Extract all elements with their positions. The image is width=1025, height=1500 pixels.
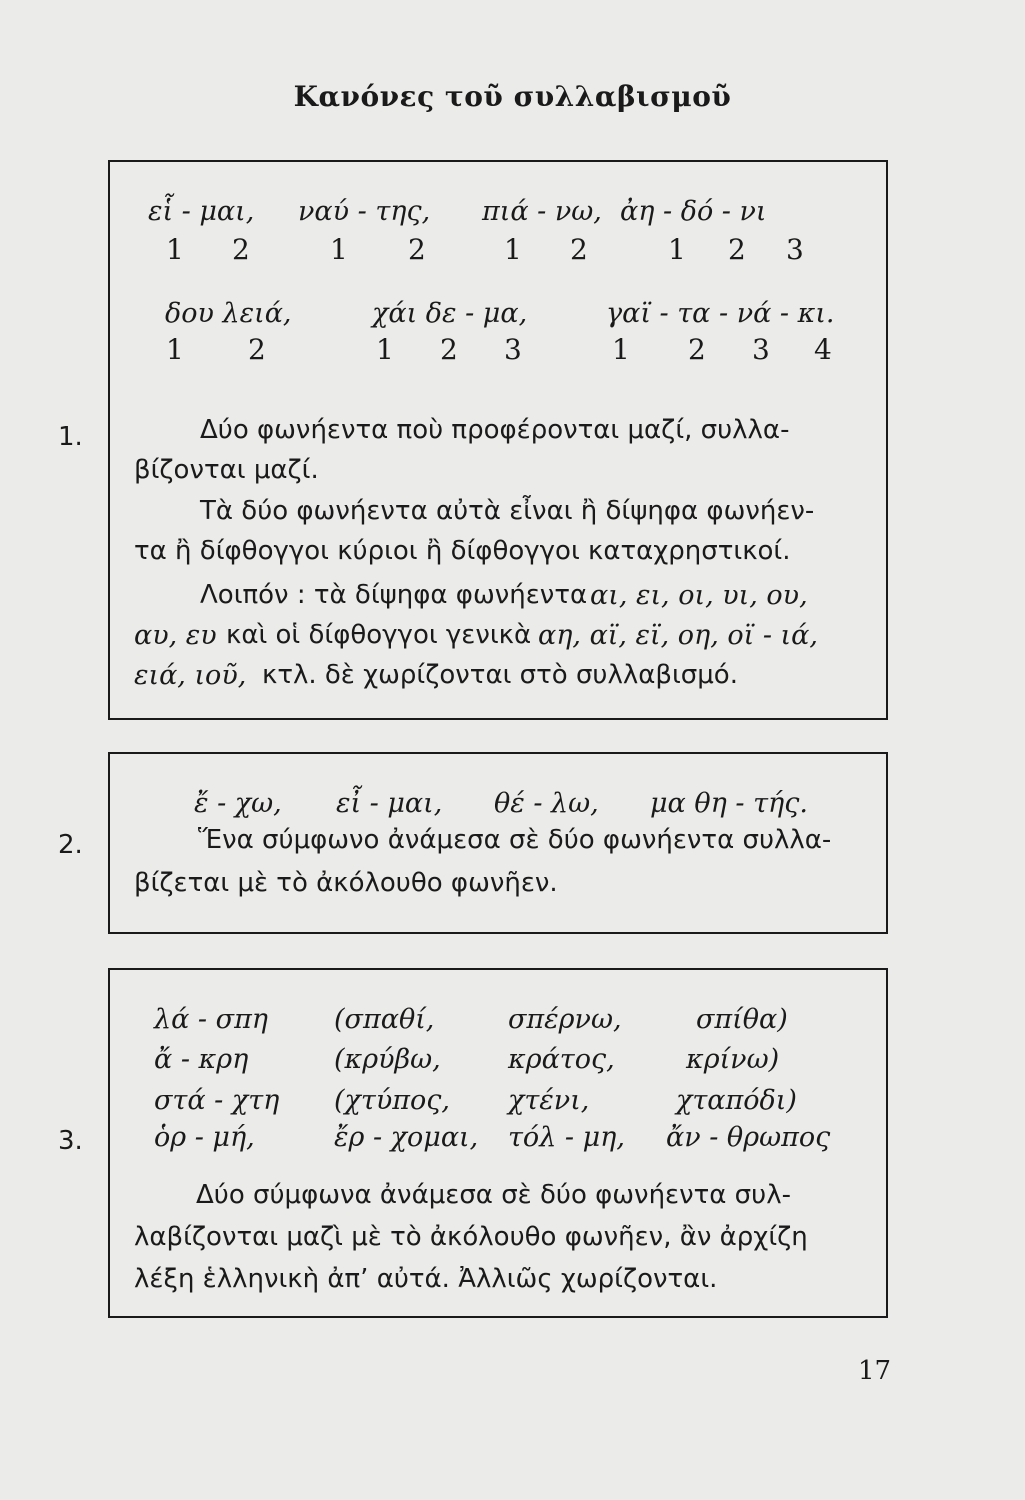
rule-text: λέξη ἑλληνικὴ ἀπ’ αὐτά. Ἀλλιῶς χωρίζονται. (134, 1264, 718, 1294)
example-word: χταπόδι) (676, 1085, 797, 1116)
syllable-number: 1 (166, 233, 184, 266)
syllable-number: 2 (688, 333, 706, 366)
rule-text: Δύο φωνήεντα ποὺ προφέρονται μαζί, συλλα- (200, 415, 790, 445)
example-word: τόλ - μη, (508, 1122, 625, 1153)
syllable-number: 1 (330, 233, 348, 266)
example-word: ἔρ - χομαι, (334, 1122, 479, 1153)
syllable-number: 3 (504, 333, 522, 366)
page-title: Κανόνες τοῦ συλλαβισμοῦ (293, 80, 732, 113)
example-word: πιά - νω, (482, 196, 602, 227)
example-word: σπέρνω, (508, 1004, 622, 1035)
example-word: μα θη - τής. (650, 788, 808, 819)
example-word: (χτύπος, (334, 1085, 450, 1116)
example-word: ἔ - χω, (194, 788, 282, 819)
example-word: (σπαθί, (334, 1004, 435, 1035)
syllable-number: 3 (786, 233, 804, 266)
section-number: 3. (58, 1126, 83, 1156)
rule-text: λαβίζονται μαζὶ μὲ τὸ ἀκόλουθο φωνῆεν, ἂν ἀρχίζη (134, 1222, 808, 1252)
rule-text: Ἕνα σύμφωνο ἀνάμεσα σὲ δύο φωνήεντα συλλα- (198, 825, 832, 855)
syllable-number: 3 (752, 333, 770, 366)
example-word: ἄν - θρωπος (666, 1122, 831, 1153)
rule-text: καὶ οἱ δίφθογγοι γενικὰ (226, 620, 532, 650)
example-word: εἷ - μαι, (148, 196, 255, 227)
example-word: δου λειά, (165, 298, 292, 329)
example-word: λά - σπη (154, 1004, 268, 1035)
example-word: κρίνω) (686, 1044, 780, 1075)
syllable-number: 2 (440, 333, 458, 366)
example-word: χτένι, (508, 1085, 590, 1116)
rule-text-italic: αι, ει, οι, υι, ου, (590, 580, 808, 611)
rule-text: Λοιπόν : τὰ δίψηφα φωνήεντα (200, 580, 588, 610)
syllable-number: 1 (668, 233, 686, 266)
rule-text-italic: αη, αϊ, εϊ, οη, οϊ - ιά, (538, 620, 818, 651)
rule-text: κτλ. δὲ χωρίζονται στὸ συλλαβισμό. (262, 660, 738, 690)
syllable-number: 2 (232, 233, 250, 266)
syllable-number: 2 (248, 333, 266, 366)
example-word: ὁρ - μή, (154, 1122, 255, 1153)
section-number: 2. (58, 830, 83, 860)
syllable-number: 1 (504, 233, 522, 266)
rule-text-italic: αυ, ευ (134, 620, 217, 651)
syllable-number: 1 (166, 333, 184, 366)
example-word: ἀη - δό - νι (620, 196, 767, 227)
example-word: σπίθα) (696, 1004, 788, 1035)
rule-text: βίζονται μαζί. (134, 455, 319, 485)
example-word: θέ - λω, (494, 788, 599, 819)
section-number: 1. (58, 422, 83, 452)
example-word: εἶ - μαι, (336, 788, 443, 819)
rule-text-italic: ειά, ιοῦ, (134, 660, 247, 691)
example-word: χάι δε - μα, (372, 298, 528, 329)
rule-text: Δύο σύμφωνα ἀνάμεσα σὲ δύο φωνήεντα συλ- (196, 1180, 791, 1210)
syllable-number: 2 (570, 233, 588, 266)
page-number: 17 (858, 1356, 892, 1386)
syllable-number: 1 (612, 333, 630, 366)
syllable-number: 1 (376, 333, 394, 366)
example-word: στά - χτη (154, 1085, 280, 1116)
rule-text: βίζεται μὲ τὸ ἀκόλουθο φωνῆεν. (134, 868, 558, 898)
rule-text: Τὰ δύο φωνήεντα αὐτὰ εἶναι ἢ δίψηφα φωνήεν- (200, 496, 815, 526)
example-word: ναύ - της, (298, 196, 431, 227)
example-word: (κρύβω, (334, 1044, 441, 1075)
rule-text: τα ἢ δίφθογγοι κύριοι ἢ δίφθογγοι καταχρηστικοί. (134, 536, 791, 566)
syllable-number: 4 (814, 333, 832, 366)
syllable-number: 2 (408, 233, 426, 266)
example-word: ἄ - κρη (154, 1044, 249, 1075)
syllable-number: 2 (728, 233, 746, 266)
example-word: κράτος, (508, 1044, 615, 1075)
example-word: γαϊ - τα - νά - κι. (606, 298, 835, 329)
